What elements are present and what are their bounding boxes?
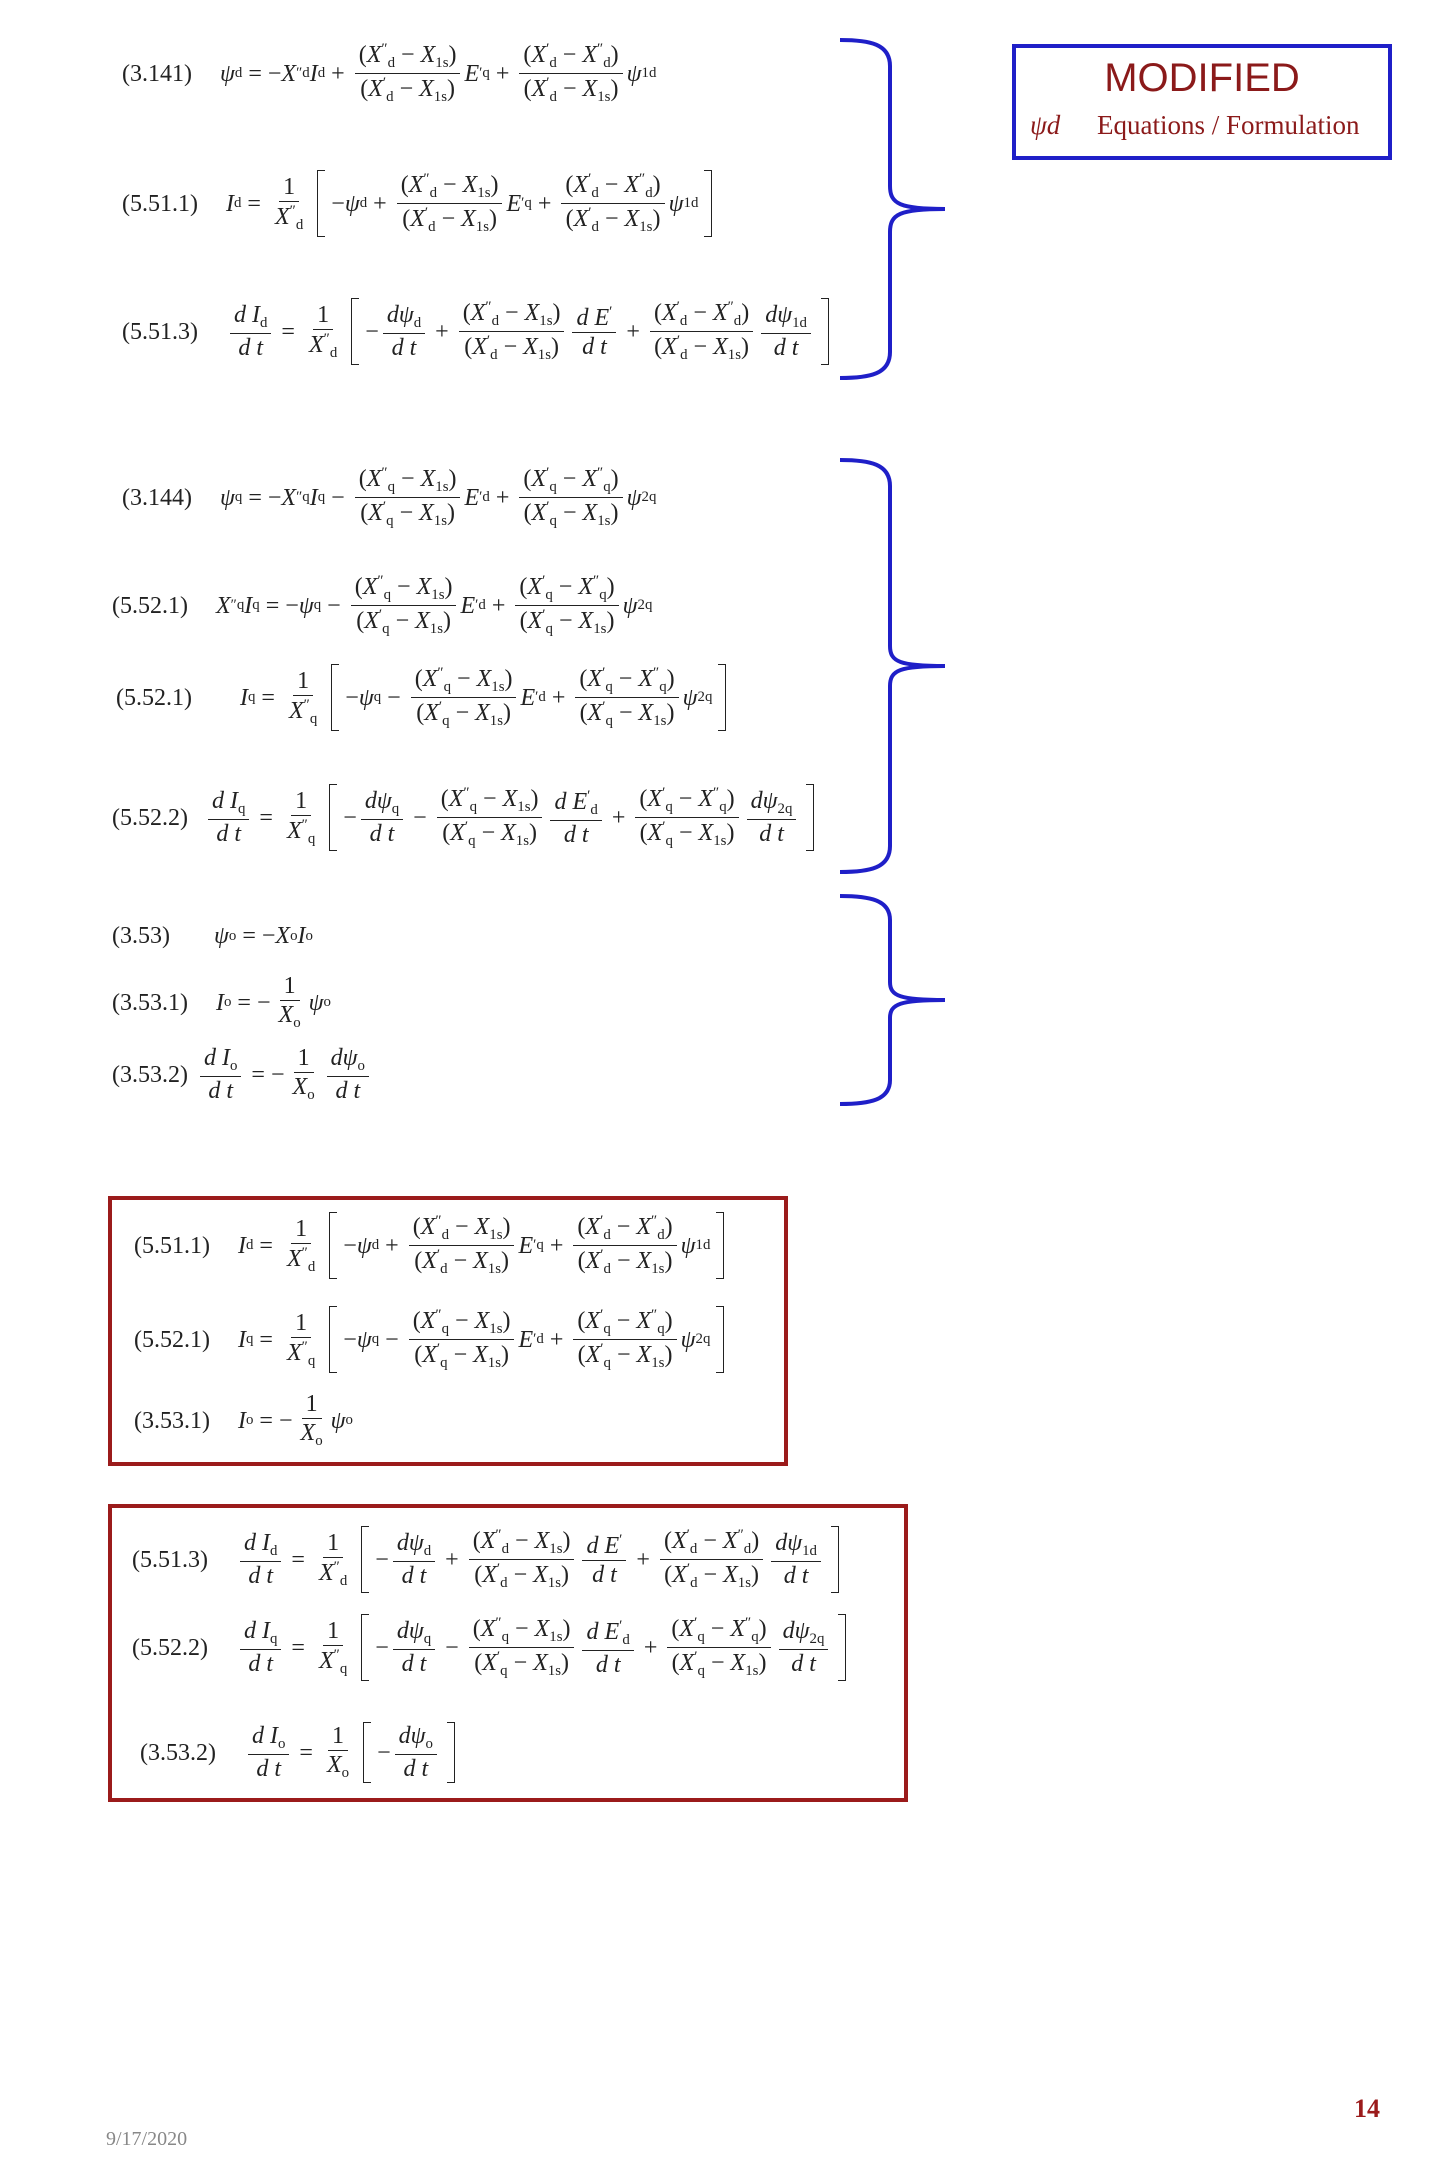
equation-3-53: (3.53) ψ o = − X o I o (112, 923, 313, 949)
eq-number: (5.52.1) (116, 684, 192, 711)
brace-3 (840, 892, 960, 1108)
eq-number: (5.51.3) (122, 318, 198, 345)
eq-number: (3.53.2) (140, 1739, 216, 1766)
eq-number: (5.52.1) (112, 592, 188, 619)
equation-3-53-2: (3.53.2) $\frac{d I_o}{\text{d t}}$ = − $\frac{1}{X_o}$ $\frac{d\psi_o}{\text{d t}}$ (112, 1044, 373, 1105)
eq-number: (5.52.1) (134, 1326, 210, 1353)
box-equation-5-51-3: (5.51.3) $\frac{d I_d}{\text{d t}}$ = $\frac{1}{X''_d}$ − $\frac{d\psi_d}{\text{d t}}$ + $\frac{(X''_d - X_{1s})}{(X'_d - X_{1s})}$ $\frac{d E'}{\text{d t}}$ + $\frac{(X'_d - X''_d)}{(X'_d - X_{1s})}$ $\frac{d\psi_{1d}}{\text{d t}}$ (132, 1526, 845, 1593)
eq-number: (3.141) (122, 60, 192, 87)
eq-number: (5.52.2) (132, 1634, 208, 1661)
footer-date: 9/17/2020 (106, 2128, 188, 2150)
eq-number: (3.53.2) (112, 1061, 188, 1088)
box-equation-3-53-2: (3.53.2) $\frac{d I_o}{\text{d t}}$ = $\frac{1}{X_o}$ − $\frac{d\psi_o}{\text{d t}}$ (140, 1722, 461, 1783)
equation-5-52-1b: (5.52.1) I q = $\frac{1}{X''_q}$ − ψ q − $\frac{(X''_q - X_{1s})}{(X'_q - X_{1s})}$ E ′ d + $\frac{(X'_q - X''_q)}{(X'_q - X_{1s})}$ ψ 2q (116, 664, 732, 731)
page-number: 14 (1354, 2094, 1380, 2123)
title: MODIFIED (1104, 56, 1300, 100)
eq-number: (3.53.1) (112, 989, 188, 1016)
box-equation-3-53-1: (3.53.1) I o = − $\frac{1}{X_o}$ ψ o (134, 1391, 353, 1450)
equation-5-52-2: (5.52.2) $\frac{d I_q}{\text{d t}}$ = $\frac{1}{X''_q}$ − $\frac{d\psi_q}{\text{d t}}$ − $\frac{(X''_q - X_{1s})}{(X'_q - X_{1s})}$ $\frac{d E'_d}{\text{d t}}$ + $\frac{(X'_q - X''_q)}{(X'_q - X_{1s})}$ $\frac{d\psi_{2q}}{\text{d t}}$ (112, 784, 820, 851)
equation-3-144: (3.144) ψ q = − X ″ q I q − $\frac{(X''_q - X_{1s})}{(X'_q - X_{1s})}$ E ′ d + $\frac{(X'_q - X''_q)}{(X'_q - X_{1s})}$ ψ 2q (122, 465, 657, 530)
psi-d-symbol: ψd (1030, 110, 1061, 140)
brace-2 (840, 456, 960, 876)
box-equation-5-52-2: (5.52.2) $\frac{d I_q}{\text{d t}}$ = $\frac{1}{X''_q}$ − $\frac{d\psi_q}{\text{d t}}$ − $\frac{(X''_q - X_{1s})}{(X'_q - X_{1s})}$ $\frac{d E'_d}{\text{d t}}$ + $\frac{(X'_q - X''_q)}{(X'_q - X_{1s})}$ $\frac{d\psi_{2q}}{\text{d t}}$ (132, 1614, 852, 1681)
equation-5-51-1: (5.51.1) I d = $\frac{1}{X''_d}$ − ψ d + $\frac{(X''_d - X_{1s})}{(X'_d - X_{1s})}$ E ′ q + $\frac{(X'_d - X''_d)}{(X'_d - X_{1s})}$ ψ 1d (122, 170, 718, 237)
eq-number: (3.144) (122, 484, 192, 511)
equation-3-141: (3.141) ψ d = − X ″ d I d + $\frac{(X''_d - X_{1s})}{(X'_d - X_{1s})}$ E ′ q + $\frac{(X'_d - X''_d)}{(X'_d - X_{1s})}$ ψ 1d (122, 41, 657, 106)
equation-5-51-3: (5.51.3) $\frac{d I_d}{\text{d t}}$ = $\frac{1}{X''_d}$ − $\frac{d\psi_d}{\text{d t}}$ + $\frac{(X''_d - X_{1s})}{(X'_d - X_{1s})}$ $\frac{d E'}{\text{d t}}$ + $\frac{(X'_d - X''_d)}{(X'_d - X_{1s})}$ $\frac{d\psi_{1d}}{\text{d t}}$ (122, 298, 835, 365)
box-equation-5-52-1: (5.52.1) I q = $\frac{1}{X''_q}$ − ψ q − $\frac{(X''_q - X_{1s})}{(X'_q - X_{1s})}$ E ′ d + $\frac{(X'_q - X''_q)}{(X'_q - X_{1s})}$ ψ 2q (134, 1306, 730, 1373)
eq-number: (5.51.1) (122, 190, 198, 217)
title-box (1012, 44, 1392, 160)
eq-number: (3.53) (112, 923, 170, 949)
equation-5-52-1a: (5.52.1) X ″ q I q = − ψ q − $\frac{(X''_q - X_{1s})}{(X'_q - X_{1s})}$ E ′ d + $\frac{(X'_q - X''_q)}{(X'_q - X_{1s})}$ ψ 2q (112, 573, 653, 638)
eq-number: (3.53.1) (134, 1407, 210, 1434)
eq-number: (5.51.3) (132, 1546, 208, 1573)
eq-number: (5.52.2) (112, 804, 188, 831)
brace-1 (840, 36, 960, 382)
subtitle: Equations / Formulation (1097, 110, 1360, 140)
box-equation-5-51-1: (5.51.1) I d = $\frac{1}{X''_d}$ − ψ d + $\frac{(X''_d - X_{1s})}{(X'_d - X_{1s})}$ E ′ q + $\frac{(X'_d - X''_d)}{(X'_d - X_{1s})}$ ψ 1d (134, 1212, 730, 1279)
subtitle-line (1030, 110, 1360, 141)
equation-3-53-1: (3.53.1) I o = − $\frac{1}{X_o}$ ψ o (112, 973, 331, 1032)
eq-number: (5.51.1) (134, 1232, 210, 1259)
